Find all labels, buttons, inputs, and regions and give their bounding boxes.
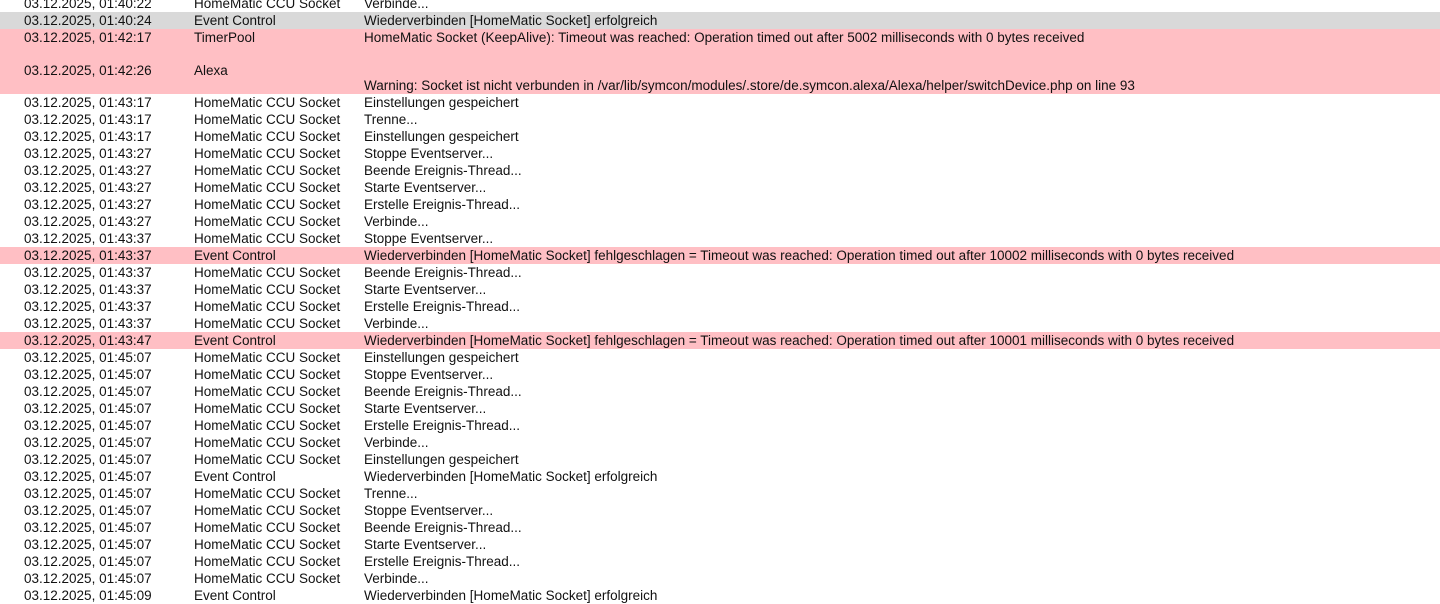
log-sender: HomeMatic CCU Socket bbox=[194, 554, 341, 569]
log-message: Erstelle Ereignis-Thread... bbox=[364, 418, 521, 433]
log-row[interactable] bbox=[0, 0, 1440, 12]
log-message: Beende Ereignis-Thread... bbox=[364, 384, 522, 399]
log-message: Erstelle Ereignis-Thread... bbox=[364, 197, 521, 212]
log-timestamp: 03.12.2025, 01:42:26 bbox=[24, 62, 152, 78]
log-message: Trenne... bbox=[364, 112, 418, 127]
log-sender: HomeMatic CCU Socket bbox=[194, 265, 341, 280]
log-timestamp: 03.12.2025, 01:45:07 bbox=[24, 384, 152, 399]
log-message: Beende Ereignis-Thread... bbox=[364, 265, 522, 280]
log-sender: HomeMatic CCU Socket bbox=[194, 129, 341, 144]
log-message: Wiederverbinden [HomeMatic Socket] erfolgreich bbox=[364, 13, 658, 28]
log-sender: Event Control bbox=[194, 469, 276, 484]
log-message: HomeMatic Socket (KeepAlive): Timeout was reached: Operation timed out after 5002 milliseconds with 0 bytes received bbox=[364, 30, 1085, 45]
log-message: Starte Eventserver... bbox=[364, 401, 487, 416]
log-row[interactable] bbox=[0, 417, 1440, 434]
log-sender: HomeMatic CCU Socket bbox=[194, 231, 341, 246]
log-message: Verbinde... bbox=[364, 214, 429, 229]
log-timestamp: 03.12.2025, 01:43:37 bbox=[24, 265, 152, 280]
log-message: Verbinde... bbox=[364, 316, 429, 331]
log-sender: HomeMatic CCU Socket bbox=[194, 299, 341, 314]
log-row[interactable] bbox=[0, 46, 1440, 94]
log-sender: HomeMatic CCU Socket bbox=[194, 435, 341, 450]
log-message: Beende Ereignis-Thread... bbox=[364, 163, 522, 178]
log-timestamp: 03.12.2025, 01:40:22 bbox=[24, 0, 152, 11]
log-message: Beende Ereignis-Thread... bbox=[364, 520, 522, 535]
log-timestamp: 03.12.2025, 01:43:37 bbox=[24, 248, 152, 263]
log-message: Erstelle Ereignis-Thread... bbox=[364, 554, 521, 569]
log-sender: HomeMatic CCU Socket bbox=[194, 418, 341, 433]
log-row[interactable] bbox=[0, 451, 1440, 468]
log-timestamp: 03.12.2025, 01:45:07 bbox=[24, 350, 152, 365]
log-sender: HomeMatic CCU Socket bbox=[194, 367, 341, 382]
log-message: Verbinde... bbox=[364, 435, 429, 450]
log-sender: Event Control bbox=[194, 588, 276, 603]
log-sender: HomeMatic CCU Socket bbox=[194, 520, 341, 535]
log-timestamp: 03.12.2025, 01:43:37 bbox=[24, 299, 152, 314]
log-timestamp: 03.12.2025, 01:43:27 bbox=[24, 163, 152, 178]
log-sender: HomeMatic CCU Socket bbox=[194, 401, 341, 416]
log-sender: TimerPool bbox=[194, 30, 256, 45]
log-row[interactable] bbox=[0, 383, 1440, 400]
log-row[interactable] bbox=[0, 162, 1440, 179]
log-message: Wiederverbinden [HomeMatic Socket] erfolgreich bbox=[364, 588, 658, 603]
log-timestamp: 03.12.2025, 01:43:37 bbox=[24, 282, 152, 297]
log-row[interactable] bbox=[0, 587, 1440, 604]
log-timestamp: 03.12.2025, 01:45:07 bbox=[24, 503, 152, 518]
log-sender: Event Control bbox=[194, 13, 276, 28]
log-sender: HomeMatic CCU Socket bbox=[194, 0, 341, 11]
log-row[interactable] bbox=[0, 315, 1440, 332]
log-message: Einstellungen gespeichert bbox=[364, 452, 519, 467]
log-timestamp: 03.12.2025, 01:43:37 bbox=[24, 316, 152, 331]
log-row[interactable] bbox=[0, 519, 1440, 536]
log-row[interactable] bbox=[0, 29, 1440, 46]
log-row[interactable] bbox=[0, 128, 1440, 145]
log-row[interactable] bbox=[0, 502, 1440, 519]
log-sender: Event Control bbox=[194, 333, 276, 348]
log-message: Wiederverbinden [HomeMatic Socket] fehlgeschlagen = Timeout was reached: Operation timed out after 10001 milliseconds with 0 bytes received bbox=[364, 333, 1235, 348]
log-sender: HomeMatic CCU Socket bbox=[194, 384, 341, 399]
log-row[interactable] bbox=[0, 94, 1440, 111]
log-sender: HomeMatic CCU Socket bbox=[194, 571, 341, 586]
log-sender: HomeMatic CCU Socket bbox=[194, 180, 341, 195]
log-row[interactable] bbox=[0, 145, 1440, 162]
log-sender: Event Control bbox=[194, 248, 276, 263]
log-sender: HomeMatic CCU Socket bbox=[194, 146, 341, 161]
log-message: Einstellungen gespeichert bbox=[364, 350, 519, 365]
log-row[interactable] bbox=[0, 400, 1440, 417]
log-row[interactable] bbox=[0, 12, 1440, 29]
log-row[interactable] bbox=[0, 230, 1440, 247]
log-timestamp: 03.12.2025, 01:43:27 bbox=[24, 146, 152, 161]
log-sender: HomeMatic CCU Socket bbox=[194, 316, 341, 331]
log-sender: HomeMatic CCU Socket bbox=[194, 197, 341, 212]
log-sender: HomeMatic CCU Socket bbox=[194, 486, 341, 501]
log-timestamp: 03.12.2025, 01:45:07 bbox=[24, 452, 152, 467]
log-timestamp: 03.12.2025, 01:45:09 bbox=[24, 588, 152, 603]
log-timestamp: 03.12.2025, 01:45:07 bbox=[24, 418, 152, 433]
log-sender: HomeMatic CCU Socket bbox=[194, 503, 341, 518]
log-row[interactable] bbox=[0, 298, 1440, 315]
log-timestamp: 03.12.2025, 01:40:24 bbox=[24, 13, 152, 28]
log-message bbox=[364, 46, 1440, 94]
log-row[interactable] bbox=[0, 485, 1440, 502]
log-message: Starte Eventserver... bbox=[364, 180, 487, 195]
log-message-text: Warning: Socket ist nicht verbunden in /var/lib/symcon/modules/.store/de.symcon.alexa/Alexa/helper/switchDevice.php on line 93 bbox=[364, 78, 1135, 93]
log-timestamp: 03.12.2025, 01:45:07 bbox=[24, 401, 152, 416]
log-row[interactable] bbox=[0, 213, 1440, 230]
log-message: Verbinde... bbox=[364, 0, 429, 11]
log-timestamp: 03.12.2025, 01:43:37 bbox=[24, 231, 152, 246]
log-timestamp: 03.12.2025, 01:43:27 bbox=[24, 180, 152, 195]
log-message: Stoppe Eventserver... bbox=[364, 146, 494, 161]
log-timestamp: 03.12.2025, 01:43:17 bbox=[24, 129, 152, 144]
log-row[interactable] bbox=[0, 536, 1440, 553]
log-row[interactable] bbox=[0, 366, 1440, 383]
log-row[interactable] bbox=[0, 111, 1440, 128]
log-row[interactable] bbox=[0, 349, 1440, 366]
log-message: Wiederverbinden [HomeMatic Socket] fehlgeschlagen = Timeout was reached: Operation timed out after 10002 milliseconds with 0 bytes received bbox=[364, 248, 1235, 263]
log-row[interactable] bbox=[0, 179, 1440, 196]
log-message: Einstellungen gespeichert bbox=[364, 129, 519, 144]
log-timestamp: 03.12.2025, 01:43:27 bbox=[24, 214, 152, 229]
log-row[interactable] bbox=[0, 570, 1440, 587]
log-message: Starte Eventserver... bbox=[364, 282, 487, 297]
log-timestamp: 03.12.2025, 01:45:07 bbox=[24, 469, 152, 484]
log-message: Verbinde... bbox=[364, 571, 429, 586]
log-row[interactable] bbox=[0, 553, 1440, 570]
log-timestamp: 03.12.2025, 01:45:07 bbox=[24, 486, 152, 501]
log-sender: HomeMatic CCU Socket bbox=[194, 214, 341, 229]
log-sender: Alexa bbox=[194, 62, 228, 78]
log-message: Stoppe Eventserver... bbox=[364, 367, 494, 382]
log-sender: HomeMatic CCU Socket bbox=[194, 163, 341, 178]
log-row[interactable] bbox=[0, 468, 1440, 485]
log-message: Wiederverbinden [HomeMatic Socket] erfolgreich bbox=[364, 469, 658, 484]
log-timestamp: 03.12.2025, 01:45:07 bbox=[24, 435, 152, 450]
log-message: Trenne... bbox=[364, 486, 418, 501]
log-row[interactable] bbox=[0, 434, 1440, 451]
log-row[interactable] bbox=[0, 281, 1440, 298]
log-timestamp: 03.12.2025, 01:43:27 bbox=[24, 197, 152, 212]
log-row[interactable] bbox=[0, 332, 1440, 349]
log-sender: HomeMatic CCU Socket bbox=[194, 282, 341, 297]
log-message: Starte Eventserver... bbox=[364, 537, 487, 552]
log-timestamp: 03.12.2025, 01:43:47 bbox=[24, 333, 152, 348]
log-sender: HomeMatic CCU Socket bbox=[194, 350, 341, 365]
log-row[interactable] bbox=[0, 196, 1440, 213]
log-timestamp: 03.12.2025, 01:45:07 bbox=[24, 571, 152, 586]
log-timestamp: 03.12.2025, 01:45:07 bbox=[24, 520, 152, 535]
log-sender: HomeMatic CCU Socket bbox=[194, 452, 341, 467]
log-timestamp: 03.12.2025, 01:45:07 bbox=[24, 554, 152, 569]
log-timestamp: 03.12.2025, 01:42:17 bbox=[24, 30, 152, 45]
log-sender: HomeMatic CCU Socket bbox=[194, 112, 341, 127]
log-row[interactable] bbox=[0, 264, 1440, 281]
log-message: Stoppe Eventserver... bbox=[364, 231, 494, 246]
log-timestamp: 03.12.2025, 01:43:17 bbox=[24, 95, 152, 110]
log-sender: HomeMatic CCU Socket bbox=[194, 95, 341, 110]
log-message: Erstelle Ereignis-Thread... bbox=[364, 299, 521, 314]
log-timestamp: 03.12.2025, 01:45:07 bbox=[24, 537, 152, 552]
log-message: Einstellungen gespeichert bbox=[364, 95, 519, 110]
log-timestamp: 03.12.2025, 01:45:07 bbox=[24, 367, 152, 382]
log-sender: HomeMatic CCU Socket bbox=[194, 537, 341, 552]
log-message: Stoppe Eventserver... bbox=[364, 503, 494, 518]
log-timestamp: 03.12.2025, 01:43:17 bbox=[24, 112, 152, 127]
log-row[interactable] bbox=[0, 247, 1440, 264]
